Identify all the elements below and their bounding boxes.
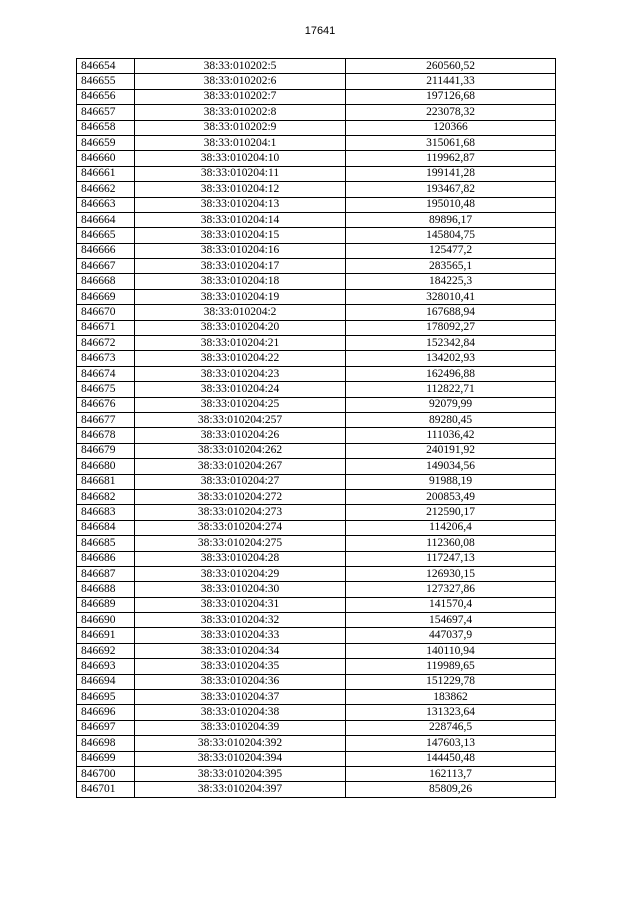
table-row <box>77 151 556 166</box>
cadastral-number-cell: 38:33:010204:23 <box>135 366 346 381</box>
value-cell: 152342,84 <box>346 336 556 351</box>
cadastral-number-cell: 38:33:010204:20 <box>135 320 346 335</box>
value-cell: 199141,28 <box>346 166 556 181</box>
record-number-cell: 846672 <box>77 336 135 351</box>
cadastral-number-cell: 38:33:010204:272 <box>135 489 346 504</box>
record-number-cell: 846664 <box>77 212 135 227</box>
value-cell: 193467,82 <box>346 182 556 197</box>
record-number-cell: 846680 <box>77 459 135 474</box>
record-number-cell: 846662 <box>77 182 135 197</box>
record-number-cell: 846659 <box>77 135 135 150</box>
table-row <box>77 705 556 720</box>
record-number-cell: 846676 <box>77 397 135 412</box>
table-row <box>77 135 556 150</box>
cadastral-number-cell: 38:33:010204:257 <box>135 412 346 427</box>
cadastral-number-cell: 38:33:010204:35 <box>135 659 346 674</box>
value-cell: 184225,3 <box>346 274 556 289</box>
value-cell: 111036,42 <box>346 428 556 443</box>
value-cell: 195010,48 <box>346 197 556 212</box>
value-cell: 112822,71 <box>346 382 556 397</box>
value-cell: 197126,68 <box>346 89 556 104</box>
record-number-cell: 846700 <box>77 766 135 781</box>
record-number-cell: 846660 <box>77 151 135 166</box>
record-number-cell: 846658 <box>77 120 135 135</box>
value-cell: 89280,45 <box>346 412 556 427</box>
value-cell: 228746,5 <box>346 720 556 735</box>
record-number-cell: 846699 <box>77 751 135 766</box>
record-number-cell: 846654 <box>77 59 135 74</box>
table-row <box>77 551 556 566</box>
cadastral-number-cell: 38:33:010204:33 <box>135 628 346 643</box>
record-number-cell: 846675 <box>77 382 135 397</box>
record-number-cell: 846701 <box>77 782 135 797</box>
value-cell: 114206,4 <box>346 520 556 535</box>
table-row <box>77 474 556 489</box>
table-row <box>77 397 556 412</box>
value-cell: 117247,13 <box>346 551 556 566</box>
table-row <box>77 505 556 520</box>
cadastral-number-cell: 38:33:010204:16 <box>135 243 346 258</box>
cadastral-number-cell: 38:33:010204:12 <box>135 182 346 197</box>
value-cell: 447037,9 <box>346 628 556 643</box>
value-cell: 140110,94 <box>346 643 556 658</box>
record-number-cell: 846656 <box>77 89 135 104</box>
value-cell: 145804,75 <box>346 228 556 243</box>
table-row <box>77 212 556 227</box>
table-row <box>77 89 556 104</box>
value-cell: 283565,1 <box>346 259 556 274</box>
value-cell: 119989,65 <box>346 659 556 674</box>
value-cell: 162496,88 <box>346 366 556 381</box>
table-row <box>77 582 556 597</box>
value-cell: 211441,33 <box>346 74 556 89</box>
value-cell: 162113,7 <box>346 766 556 781</box>
record-number-cell: 846670 <box>77 305 135 320</box>
cadastral-number-cell: 38:33:010204:18 <box>135 274 346 289</box>
record-number-cell: 846689 <box>77 597 135 612</box>
table-row <box>77 351 556 366</box>
cadastral-number-cell: 38:33:010202:7 <box>135 89 346 104</box>
record-number-cell: 846697 <box>77 720 135 735</box>
cadastral-number-cell: 38:33:010204:13 <box>135 197 346 212</box>
table-row <box>77 643 556 658</box>
record-number-cell: 846667 <box>77 259 135 274</box>
cadastral-number-cell: 38:33:010204:1 <box>135 135 346 150</box>
value-cell: 223078,32 <box>346 105 556 120</box>
table-row <box>77 412 556 427</box>
cadastral-number-cell: 38:33:010202:5 <box>135 59 346 74</box>
value-cell: 92079,99 <box>346 397 556 412</box>
value-cell: 315061,68 <box>346 135 556 150</box>
value-cell: 120366 <box>346 120 556 135</box>
value-cell: 240191,92 <box>346 443 556 458</box>
table-row <box>77 197 556 212</box>
record-number-cell: 846691 <box>77 628 135 643</box>
value-cell: 119962,87 <box>346 151 556 166</box>
record-number-cell: 846688 <box>77 582 135 597</box>
cadastral-number-cell: 38:33:010204:38 <box>135 705 346 720</box>
value-cell: 147603,13 <box>346 736 556 751</box>
cadastral-number-cell: 38:33:010204:39 <box>135 720 346 735</box>
record-number-cell: 846678 <box>77 428 135 443</box>
record-number-cell: 846690 <box>77 613 135 628</box>
registry-table <box>76 58 556 798</box>
cadastral-number-cell: 38:33:010204:267 <box>135 459 346 474</box>
table-row <box>77 120 556 135</box>
cadastral-number-cell: 38:33:010204:392 <box>135 736 346 751</box>
value-cell: 127327,86 <box>346 582 556 597</box>
table-row <box>77 105 556 120</box>
value-cell: 126930,15 <box>346 566 556 581</box>
value-cell: 260560,52 <box>346 59 556 74</box>
table-row <box>77 659 556 674</box>
table-row <box>77 613 556 628</box>
table-row <box>77 320 556 335</box>
record-number-cell: 846673 <box>77 351 135 366</box>
value-cell: 149034,56 <box>346 459 556 474</box>
table-row <box>77 274 556 289</box>
cadastral-number-cell: 38:33:010204:274 <box>135 520 346 535</box>
cadastral-number-cell: 38:33:010204:397 <box>135 782 346 797</box>
cadastral-number-cell: 38:33:010202:6 <box>135 74 346 89</box>
record-number-cell: 846666 <box>77 243 135 258</box>
value-cell: 125477,2 <box>346 243 556 258</box>
cadastral-number-cell: 38:33:010204:17 <box>135 259 346 274</box>
record-number-cell: 846657 <box>77 105 135 120</box>
table-row <box>77 690 556 705</box>
cadastral-number-cell: 38:33:010204:32 <box>135 613 346 628</box>
value-cell: 167688,94 <box>346 305 556 320</box>
value-cell: 212590,17 <box>346 505 556 520</box>
value-cell: 328010,41 <box>346 289 556 304</box>
table-row <box>77 243 556 258</box>
record-number-cell: 846682 <box>77 489 135 504</box>
value-cell: 144450,48 <box>346 751 556 766</box>
value-cell: 131323,64 <box>346 705 556 720</box>
record-number-cell: 846677 <box>77 412 135 427</box>
cadastral-number-cell: 38:33:010204:25 <box>135 397 346 412</box>
cadastral-number-cell: 38:33:010204:11 <box>135 166 346 181</box>
record-number-cell: 846671 <box>77 320 135 335</box>
table-row <box>77 74 556 89</box>
table-row <box>77 228 556 243</box>
table-row <box>77 59 556 74</box>
value-cell: 134202,93 <box>346 351 556 366</box>
cadastral-number-cell: 38:33:010204:395 <box>135 766 346 781</box>
record-number-cell: 846669 <box>77 289 135 304</box>
record-number-cell: 846661 <box>77 166 135 181</box>
record-number-cell: 846655 <box>77 74 135 89</box>
page-number: 17641 <box>304 25 336 37</box>
table-row <box>77 366 556 381</box>
record-number-cell: 846698 <box>77 736 135 751</box>
value-cell: 183862 <box>346 690 556 705</box>
cadastral-number-cell: 38:33:010204:275 <box>135 536 346 551</box>
table-row <box>77 751 556 766</box>
value-cell: 91988,19 <box>346 474 556 489</box>
cadastral-number-cell: 38:33:010204:22 <box>135 351 346 366</box>
record-number-cell: 846693 <box>77 659 135 674</box>
record-number-cell: 846694 <box>77 674 135 689</box>
value-cell: 112360,08 <box>346 536 556 551</box>
cadastral-number-cell: 38:33:010204:24 <box>135 382 346 397</box>
cadastral-number-cell: 38:33:010204:15 <box>135 228 346 243</box>
value-cell: 141570,4 <box>346 597 556 612</box>
cadastral-number-cell: 38:33:010204:27 <box>135 474 346 489</box>
value-cell: 200853,49 <box>346 489 556 504</box>
table-row <box>77 736 556 751</box>
table-row <box>77 674 556 689</box>
record-number-cell: 846687 <box>77 566 135 581</box>
record-number-cell: 846674 <box>77 366 135 381</box>
table-row <box>77 259 556 274</box>
table-row <box>77 428 556 443</box>
table-row <box>77 782 556 797</box>
value-cell: 151229,78 <box>346 674 556 689</box>
record-number-cell: 846665 <box>77 228 135 243</box>
record-number-cell: 846679 <box>77 443 135 458</box>
table-row <box>77 166 556 181</box>
cadastral-number-cell: 38:33:010204:36 <box>135 674 346 689</box>
cadastral-number-cell: 38:33:010204:29 <box>135 566 346 581</box>
table-row <box>77 182 556 197</box>
cadastral-number-cell: 38:33:010204:273 <box>135 505 346 520</box>
record-number-cell: 846686 <box>77 551 135 566</box>
cadastral-number-cell: 38:33:010204:37 <box>135 690 346 705</box>
value-cell: 154697,4 <box>346 613 556 628</box>
value-cell: 178092,27 <box>346 320 556 335</box>
cadastral-number-cell: 38:33:010202:8 <box>135 105 346 120</box>
table-row <box>77 336 556 351</box>
record-number-cell: 846681 <box>77 474 135 489</box>
cadastral-number-cell: 38:33:010202:9 <box>135 120 346 135</box>
cadastral-number-cell: 38:33:010204:28 <box>135 551 346 566</box>
cadastral-number-cell: 38:33:010204:14 <box>135 212 346 227</box>
table-row <box>77 459 556 474</box>
table-row <box>77 520 556 535</box>
cadastral-number-cell: 38:33:010204:262 <box>135 443 346 458</box>
record-number-cell: 846696 <box>77 705 135 720</box>
cadastral-number-cell: 38:33:010204:34 <box>135 643 346 658</box>
cadastral-number-cell: 38:33:010204:394 <box>135 751 346 766</box>
cadastral-number-cell: 38:33:010204:31 <box>135 597 346 612</box>
table-row <box>77 566 556 581</box>
table-row <box>77 597 556 612</box>
record-number-cell: 846683 <box>77 505 135 520</box>
table-row <box>77 289 556 304</box>
table-row <box>77 382 556 397</box>
cadastral-number-cell: 38:33:010204:30 <box>135 582 346 597</box>
table-row <box>77 305 556 320</box>
record-number-cell: 846684 <box>77 520 135 535</box>
cadastral-number-cell: 38:33:010204:19 <box>135 289 346 304</box>
value-cell: 85809,26 <box>346 782 556 797</box>
table-row <box>77 536 556 551</box>
cadastral-number-cell: 38:33:010204:21 <box>135 336 346 351</box>
cadastral-number-cell: 38:33:010204:10 <box>135 151 346 166</box>
table-row <box>77 766 556 781</box>
registry-table-body <box>77 59 556 798</box>
table-row <box>77 628 556 643</box>
cadastral-number-cell: 38:33:010204:2 <box>135 305 346 320</box>
table-row <box>77 489 556 504</box>
cadastral-number-cell: 38:33:010204:26 <box>135 428 346 443</box>
value-cell: 89896,17 <box>346 212 556 227</box>
record-number-cell: 846695 <box>77 690 135 705</box>
record-number-cell: 846663 <box>77 197 135 212</box>
record-number-cell: 846668 <box>77 274 135 289</box>
record-number-cell: 846692 <box>77 643 135 658</box>
table-row <box>77 443 556 458</box>
table-row <box>77 720 556 735</box>
record-number-cell: 846685 <box>77 536 135 551</box>
